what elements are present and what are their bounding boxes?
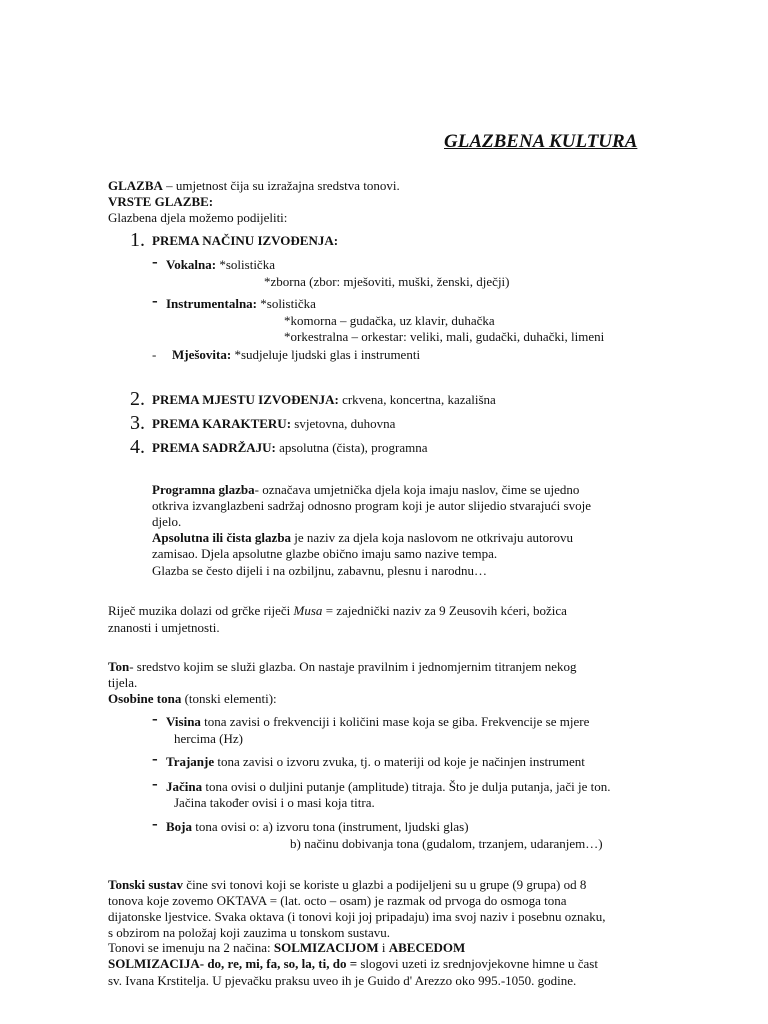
sustav-line-2: tonova koje zovemo OKTAVA = (lat. octo – osam) je razmak od prvoga do osmoga tona	[108, 893, 567, 908]
visina-line-1: Visina tona zavisi o frekvenciji i količini mase koja se giba. Frekvencije se mjere	[166, 714, 590, 729]
jacina-line-2: Jačina također ovisi i o masi koja titra.	[174, 795, 375, 810]
instrumentalna-line: Instrumentalna: *solistička	[166, 296, 316, 311]
sustav-line-3: dijatonske ljestvice. Svaka oktava (i tonovi koji joj pripadaju) ima svoj naziv i posebnu oznaku,	[108, 909, 606, 924]
vrste-heading: VRSTE GLAZBE:	[108, 194, 214, 209]
ton-line-1: Ton- sredstvo kojim se služi glazba. On nastaje pravilnim i jednomjernim titranjem nekog	[108, 659, 577, 674]
muzika-line-1: Riječ muzika dolazi od grčke riječi Musa = zajednički naziv za 9 Zeusovih kćeri, božica	[108, 603, 567, 618]
instrumentalna-orkestralna: *orkestralna – orkestar: veliki, mali, gudački, duhački, limeni	[284, 329, 605, 344]
list-heading-1: PREMA NAČINU IZVOĐENJA:	[152, 233, 339, 248]
list-heading-4: PREMA SADRŽAJU: apsolutna (čista), programna	[152, 440, 428, 455]
glazba-definition: GLAZBA – umjetnost čija su izražajna sredstva tonovi.	[108, 178, 400, 193]
sustav-line-4: s obzirom na položaj koji zauzima u tonskom sustavu.	[108, 925, 390, 940]
dash-bullet: -	[152, 347, 157, 362]
dash-bullet: -	[152, 252, 158, 271]
dash-bullet: -	[152, 749, 158, 768]
programna-line-3: djelo.	[152, 514, 182, 529]
apsolutna-line-1: Apsolutna ili čista glazba je naziv za djela koja naslovom ne otkrivaju autorovu	[152, 530, 573, 545]
boja-line-1: Boja tona ovisi o: a) izvoru tona (instrument, ljudski glas)	[166, 819, 469, 834]
page-title: GLAZBENA KULTURA	[444, 131, 638, 152]
trajanje-line: Trajanje tona zavisi o izvoru zvuka, tj. o materiji od koje je načinjen instrument	[166, 754, 585, 769]
osobine-heading: Osobine tona (tonski elementi):	[108, 691, 277, 706]
list-number-1: 1.	[130, 229, 145, 251]
dash-bullet: -	[152, 814, 158, 833]
mjesovita-line: Mješovita: *sudjeluje ljudski glas i instrumenti	[172, 347, 421, 362]
sustav-line-1: Tonski sustav čine svi tonovi koji se koriste u glazbi a podijeljeni su u grupe (9 grupa) od 8	[108, 877, 587, 892]
dash-bullet: -	[152, 774, 158, 793]
imenovanje-line: Tonovi se imenuju na 2 načina: SOLMIZACIJOM i ABECEDOM	[108, 940, 466, 955]
programna-line-2: otkriva izvanglazbeni sadržaj odnosno program koji je autor slijedio stvarajući svoje	[152, 498, 591, 513]
dash-bullet: -	[152, 709, 158, 728]
apsolutna-line-3: Glazba se često dijeli i na ozbiljnu, zabavnu, plesnu i narodnu…	[152, 563, 488, 578]
guido-line: sv. Ivana Krstitelja. U pjevačku praksu uveo ih je Guido d' Arezzo oko 995.-1050. godine.	[108, 973, 577, 988]
ton-line-2: tijela.	[108, 675, 138, 690]
dash-bullet: -	[152, 291, 158, 310]
list-number-4: 4.	[130, 436, 145, 458]
solmizacija-line: SOLMIZACIJA- do, re, mi, fa, so, la, ti, do = slogovi uzeti iz srednjovjekovne himne u čast	[108, 956, 598, 971]
vokalna-line: Vokalna: *solistička	[166, 257, 275, 272]
musa-word: Musa	[293, 603, 323, 618]
list-number-2: 2.	[130, 388, 145, 410]
list-heading-2: PREMA MJESTU IZVOĐENJA: crkvena, koncertna, kazališna	[152, 392, 496, 407]
visina-line-2: hercima (Hz)	[174, 731, 243, 746]
podjela-text: Glazbena djela možemo podijeliti:	[108, 210, 288, 225]
apsolutna-line-2: zamisao. Djela apsolutne glazbe obično imaju samo nazive tempa.	[152, 546, 498, 561]
instrumentalna-komorna: *komorna – gudačka, uz klavir, duhačka	[284, 313, 495, 328]
boja-line-2: b) načinu dobivanja tona (gudalom, trzanjem, udaranjem…)	[290, 836, 603, 851]
jacina-line-1: Jačina tona ovisi o duljini putanje (amplitude) titraja. Što je dulja putanja, jači je ton.	[166, 779, 611, 794]
vokalna-zborna: *zborna (zbor: mješoviti, muški, ženski, dječji)	[264, 274, 510, 289]
muzika-line-2: znanosti i umjetnosti.	[108, 620, 220, 635]
list-number-3: 3.	[130, 412, 145, 434]
programna-line-1: Programna glazba- označava umjetnička djela koja imaju naslov, čime se ujedno	[152, 482, 580, 497]
list-heading-3: PREMA KARAKTERU: svjetovna, duhovna	[152, 416, 396, 431]
glazba-term: GLAZBA	[108, 178, 163, 193]
